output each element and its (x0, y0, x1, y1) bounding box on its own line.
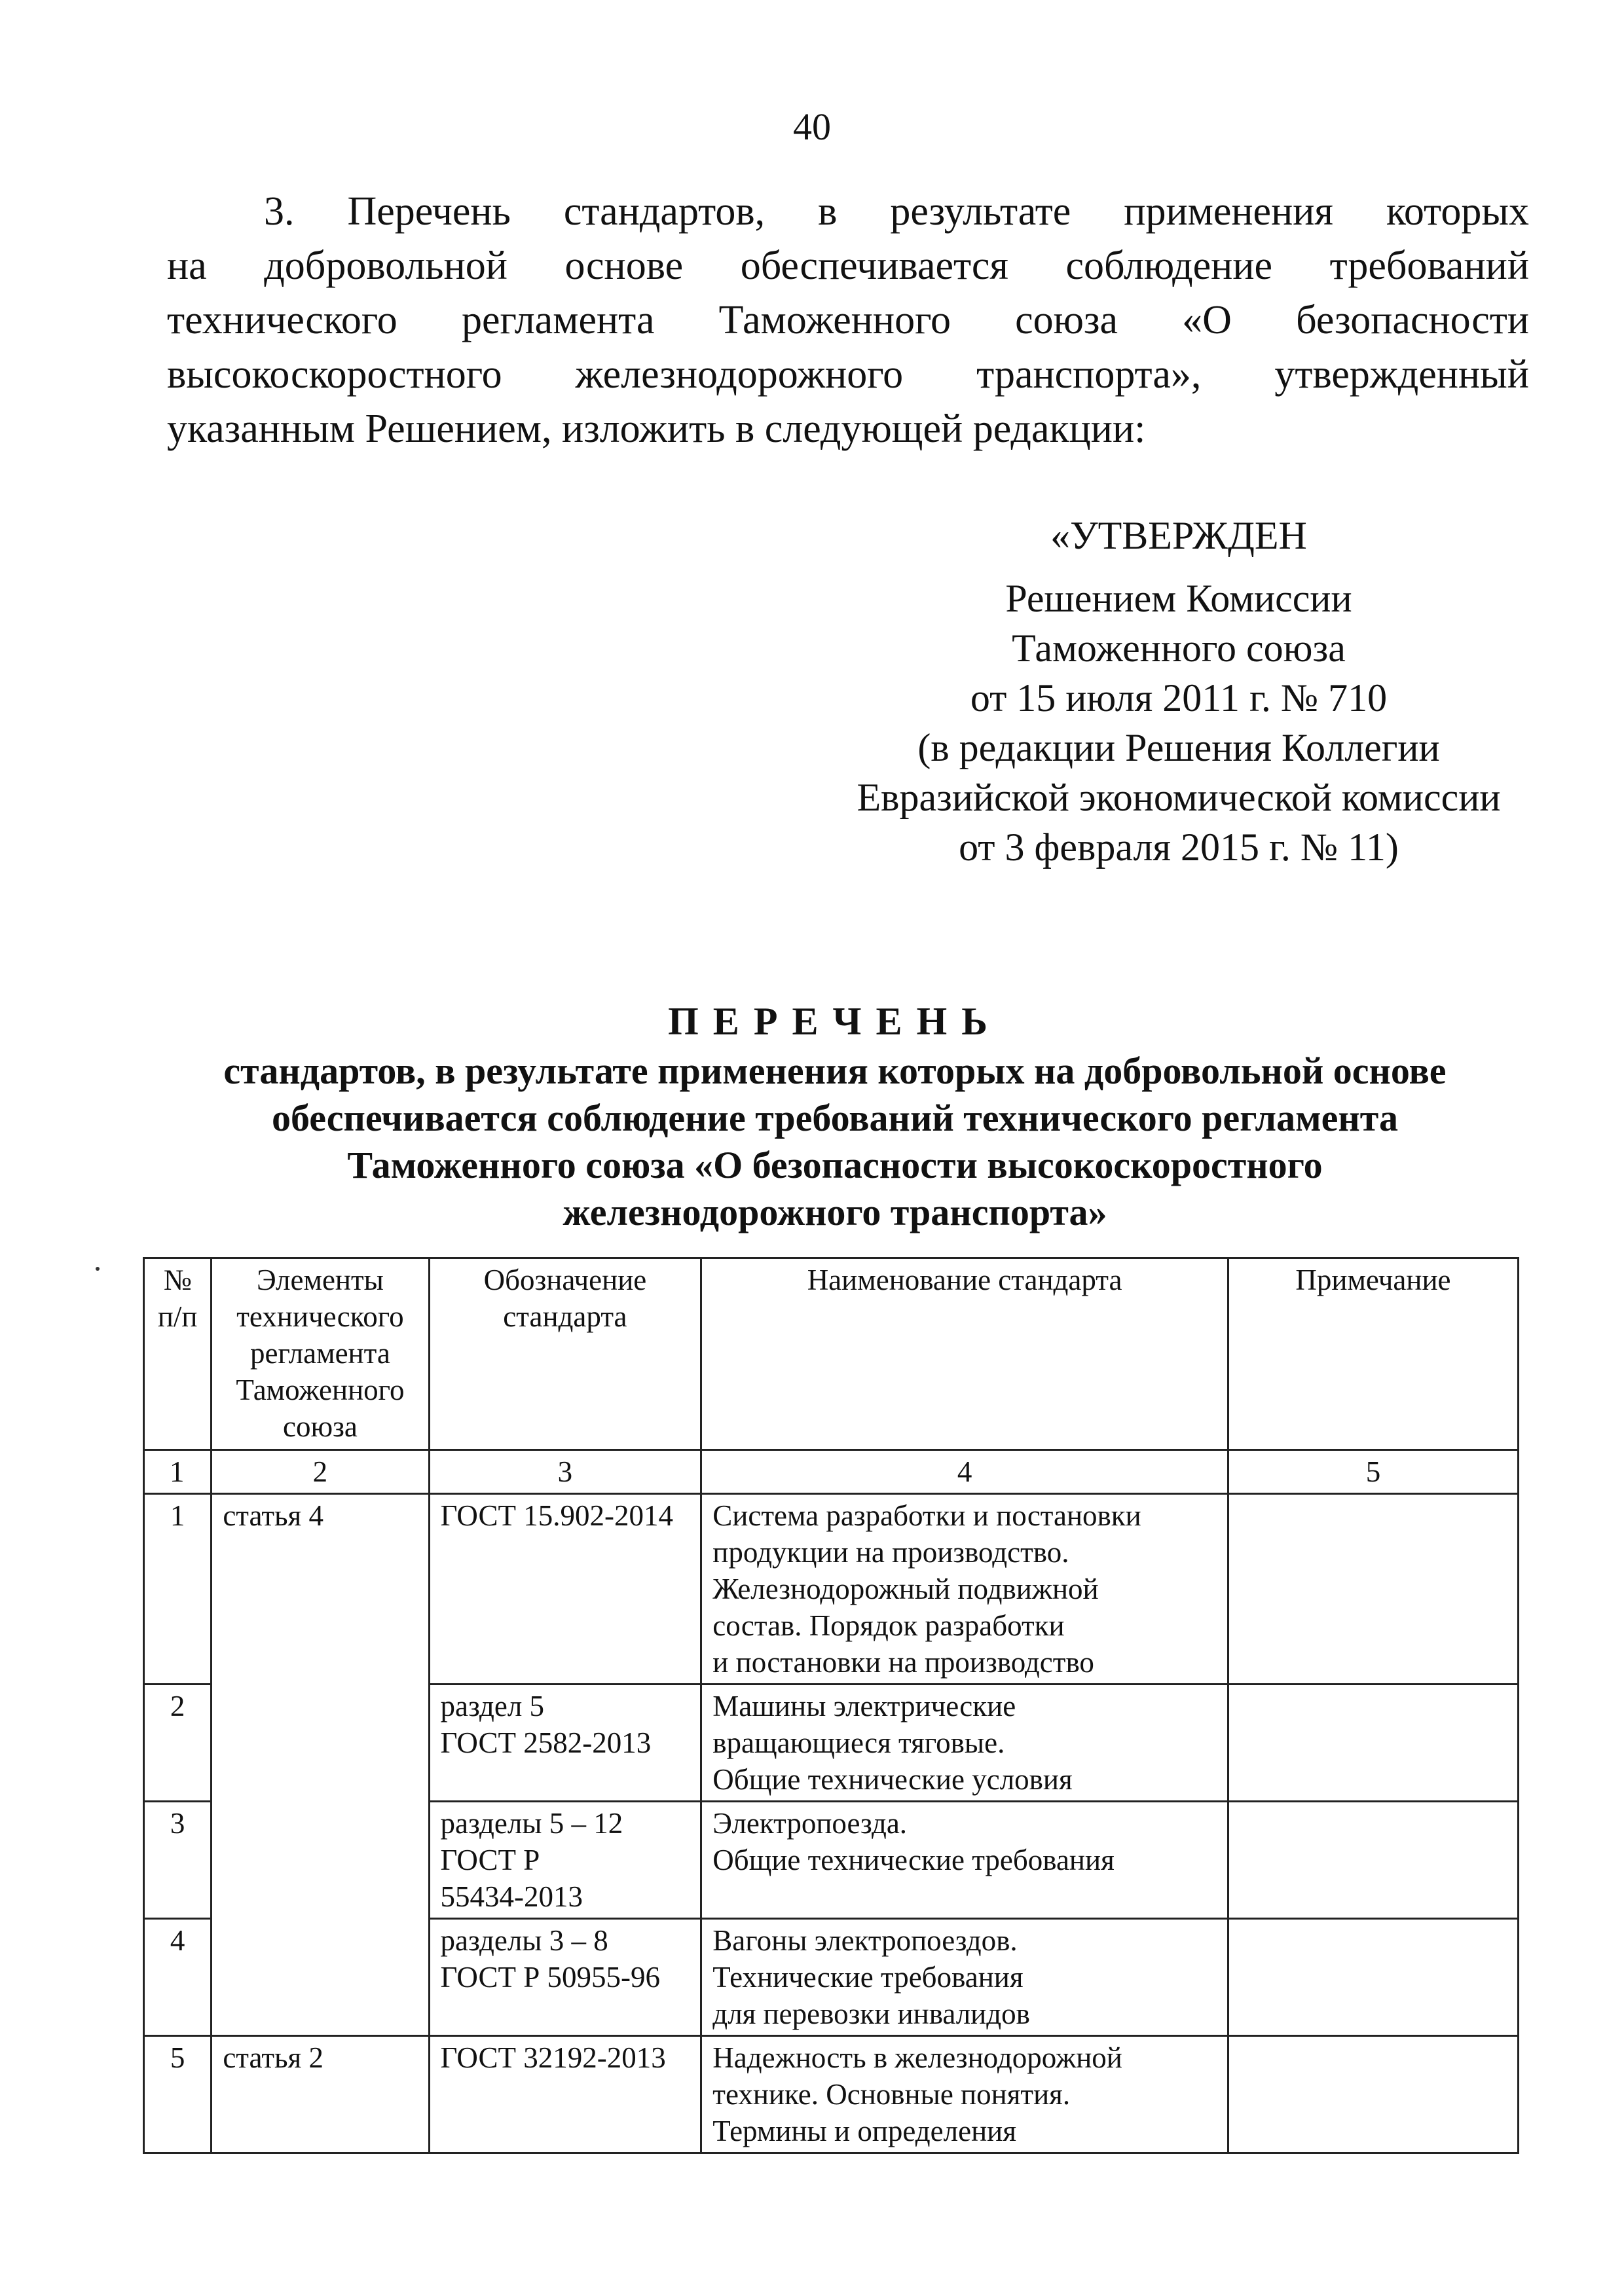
subtitle-line: железнодорожного транспорта» (563, 1191, 1107, 1233)
name-line: и постановки на производство (712, 1646, 1094, 1679)
name-line: Машины электрические (712, 1690, 1016, 1722)
row-standard-name (701, 1802, 1228, 1919)
column-number: 1 (144, 1450, 212, 1494)
intro-line: высокоскоростного железнодорожного транспорта», утвержденный (167, 352, 1529, 397)
name-line: продукции на производство. (712, 1536, 1069, 1569)
approval-line: Решением Комиссии (1005, 577, 1352, 620)
subtitle-line: Таможенного союза «О безопасности высокоскоростного (347, 1144, 1323, 1186)
designation-line: ГОСТ 32192-2013 (440, 2041, 666, 2074)
approval-line: Евразийской экономической комиссии (857, 776, 1501, 819)
designation-line: 55434-2013 (440, 1880, 583, 1913)
header-designation (429, 1258, 701, 1450)
name-line: вращающиеся тяговые. (712, 1726, 1005, 1759)
name-line: Общие технические требования (712, 1844, 1115, 1876)
name-line: технике. Основные понятия. (712, 2078, 1071, 2111)
row-designation (429, 1919, 701, 2036)
header-text: Примечание (1295, 1264, 1451, 1296)
header-text: Обозначение (483, 1264, 647, 1296)
header-text: союза (283, 1410, 358, 1443)
intro-line: технического регламента Таможенного союза «О безопасности (167, 298, 1529, 342)
header-text: № (163, 1264, 192, 1296)
row-num: 4 (144, 1919, 212, 2036)
name-line: Железнодорожный подвижной (712, 1573, 1099, 1605)
row-num: 3 (144, 1802, 212, 1919)
header-text: регламента (250, 1337, 390, 1370)
name-line: состав. Порядок разработки (712, 1609, 1065, 1642)
header-text: технического (236, 1300, 404, 1333)
intro-line: на добровольной основе обеспечивается соблюдение требований (167, 244, 1529, 288)
table-header-row (144, 1258, 1519, 1450)
approval-block (805, 511, 1552, 872)
list-title-block (144, 995, 1526, 1236)
subtitle-line: стандартов, в результате применения которых на добровольной основе (223, 1049, 1447, 1092)
list-subtitle (144, 1048, 1526, 1236)
row-note (1228, 2036, 1518, 2153)
approval-head: «УТВЕРЖДЕН (1050, 514, 1307, 557)
row-note (1228, 1494, 1518, 1685)
row-designation (429, 1802, 701, 1919)
table-row (144, 2036, 1519, 2153)
header-num (144, 1258, 212, 1450)
table-row (144, 1494, 1519, 1685)
designation-line: ГОСТ 15.902-2014 (440, 1499, 673, 1532)
header-note (1228, 1258, 1518, 1450)
header-text: п/п (157, 1300, 198, 1333)
intro-line: указанным Решением, изложить в следующей редакции: (167, 407, 1146, 451)
name-line: для перевозки инвалидов (712, 1997, 1030, 2030)
column-number: 2 (212, 1450, 429, 1494)
name-line: Термины и определения (712, 2115, 1016, 2147)
header-text: Наименование стандарта (807, 1264, 1122, 1296)
column-number: 5 (1228, 1450, 1518, 1494)
name-line: Система разработки и постановки (712, 1499, 1141, 1532)
intro-paragraph (167, 185, 1529, 456)
approval-line: (в редакции Решения Коллегии (917, 726, 1440, 769)
designation-line: ГОСТ Р 50955-96 (440, 1961, 660, 1994)
row-designation (429, 1685, 701, 1802)
row-designation (429, 1494, 701, 1685)
list-title: ПЕРЕЧЕНЬ (668, 1000, 1002, 1043)
column-number: 4 (701, 1450, 1228, 1494)
name-line: Вагоны электропоездов. (712, 1924, 1018, 1957)
header-text: стандарта (503, 1300, 627, 1333)
column-number: 3 (429, 1450, 701, 1494)
name-line: Электропоезда. (712, 1807, 908, 1840)
approval-line: Таможенного союза (1012, 627, 1346, 670)
column-number-row (144, 1450, 1519, 1494)
row-standard-name (701, 2036, 1228, 2153)
name-line: Технические требования (712, 1961, 1024, 1994)
row-note (1228, 1802, 1518, 1919)
row-designation (429, 2036, 701, 2153)
row-element: статья 2 (212, 2036, 429, 2153)
row-standard-name (701, 1685, 1228, 1802)
designation-line: разделы 5 – 12 (440, 1807, 623, 1840)
intro-line: 3. Перечень стандартов, в результате применения которых (264, 189, 1529, 234)
row-note (1228, 1919, 1518, 2036)
name-line: Общие технические условия (712, 1763, 1073, 1796)
approval-line: от 15 июля 2011 г. № 710 (970, 676, 1388, 720)
row-note (1228, 1685, 1518, 1802)
row-num: 2 (144, 1685, 212, 1802)
row-num: 5 (144, 2036, 212, 2153)
header-text: Таможенного (236, 1374, 405, 1406)
row-standard-name (701, 1494, 1228, 1685)
name-line: Надежность в железнодорожной (712, 2041, 1122, 2074)
page-number: 40 (793, 105, 831, 148)
header-text: Элементы (256, 1264, 384, 1296)
scan-speck (96, 1267, 100, 1271)
row-num: 1 (144, 1494, 212, 1685)
row-element: статья 4 (212, 1494, 429, 2036)
row-standard-name (701, 1919, 1228, 2036)
approval-line: от 3 февраля 2015 г. № 11) (959, 826, 1399, 869)
subtitle-line: обеспечивается соблюдение требований технического регламента (272, 1097, 1398, 1139)
designation-line: раздел 5 (440, 1690, 545, 1722)
header-name (701, 1258, 1228, 1450)
standards-table (143, 1257, 1519, 2154)
header-elements (212, 1258, 429, 1450)
designation-line: ГОСТ Р (440, 1844, 540, 1876)
designation-line: разделы 3 – 8 (440, 1924, 608, 1957)
designation-line: ГОСТ 2582-2013 (440, 1726, 652, 1759)
